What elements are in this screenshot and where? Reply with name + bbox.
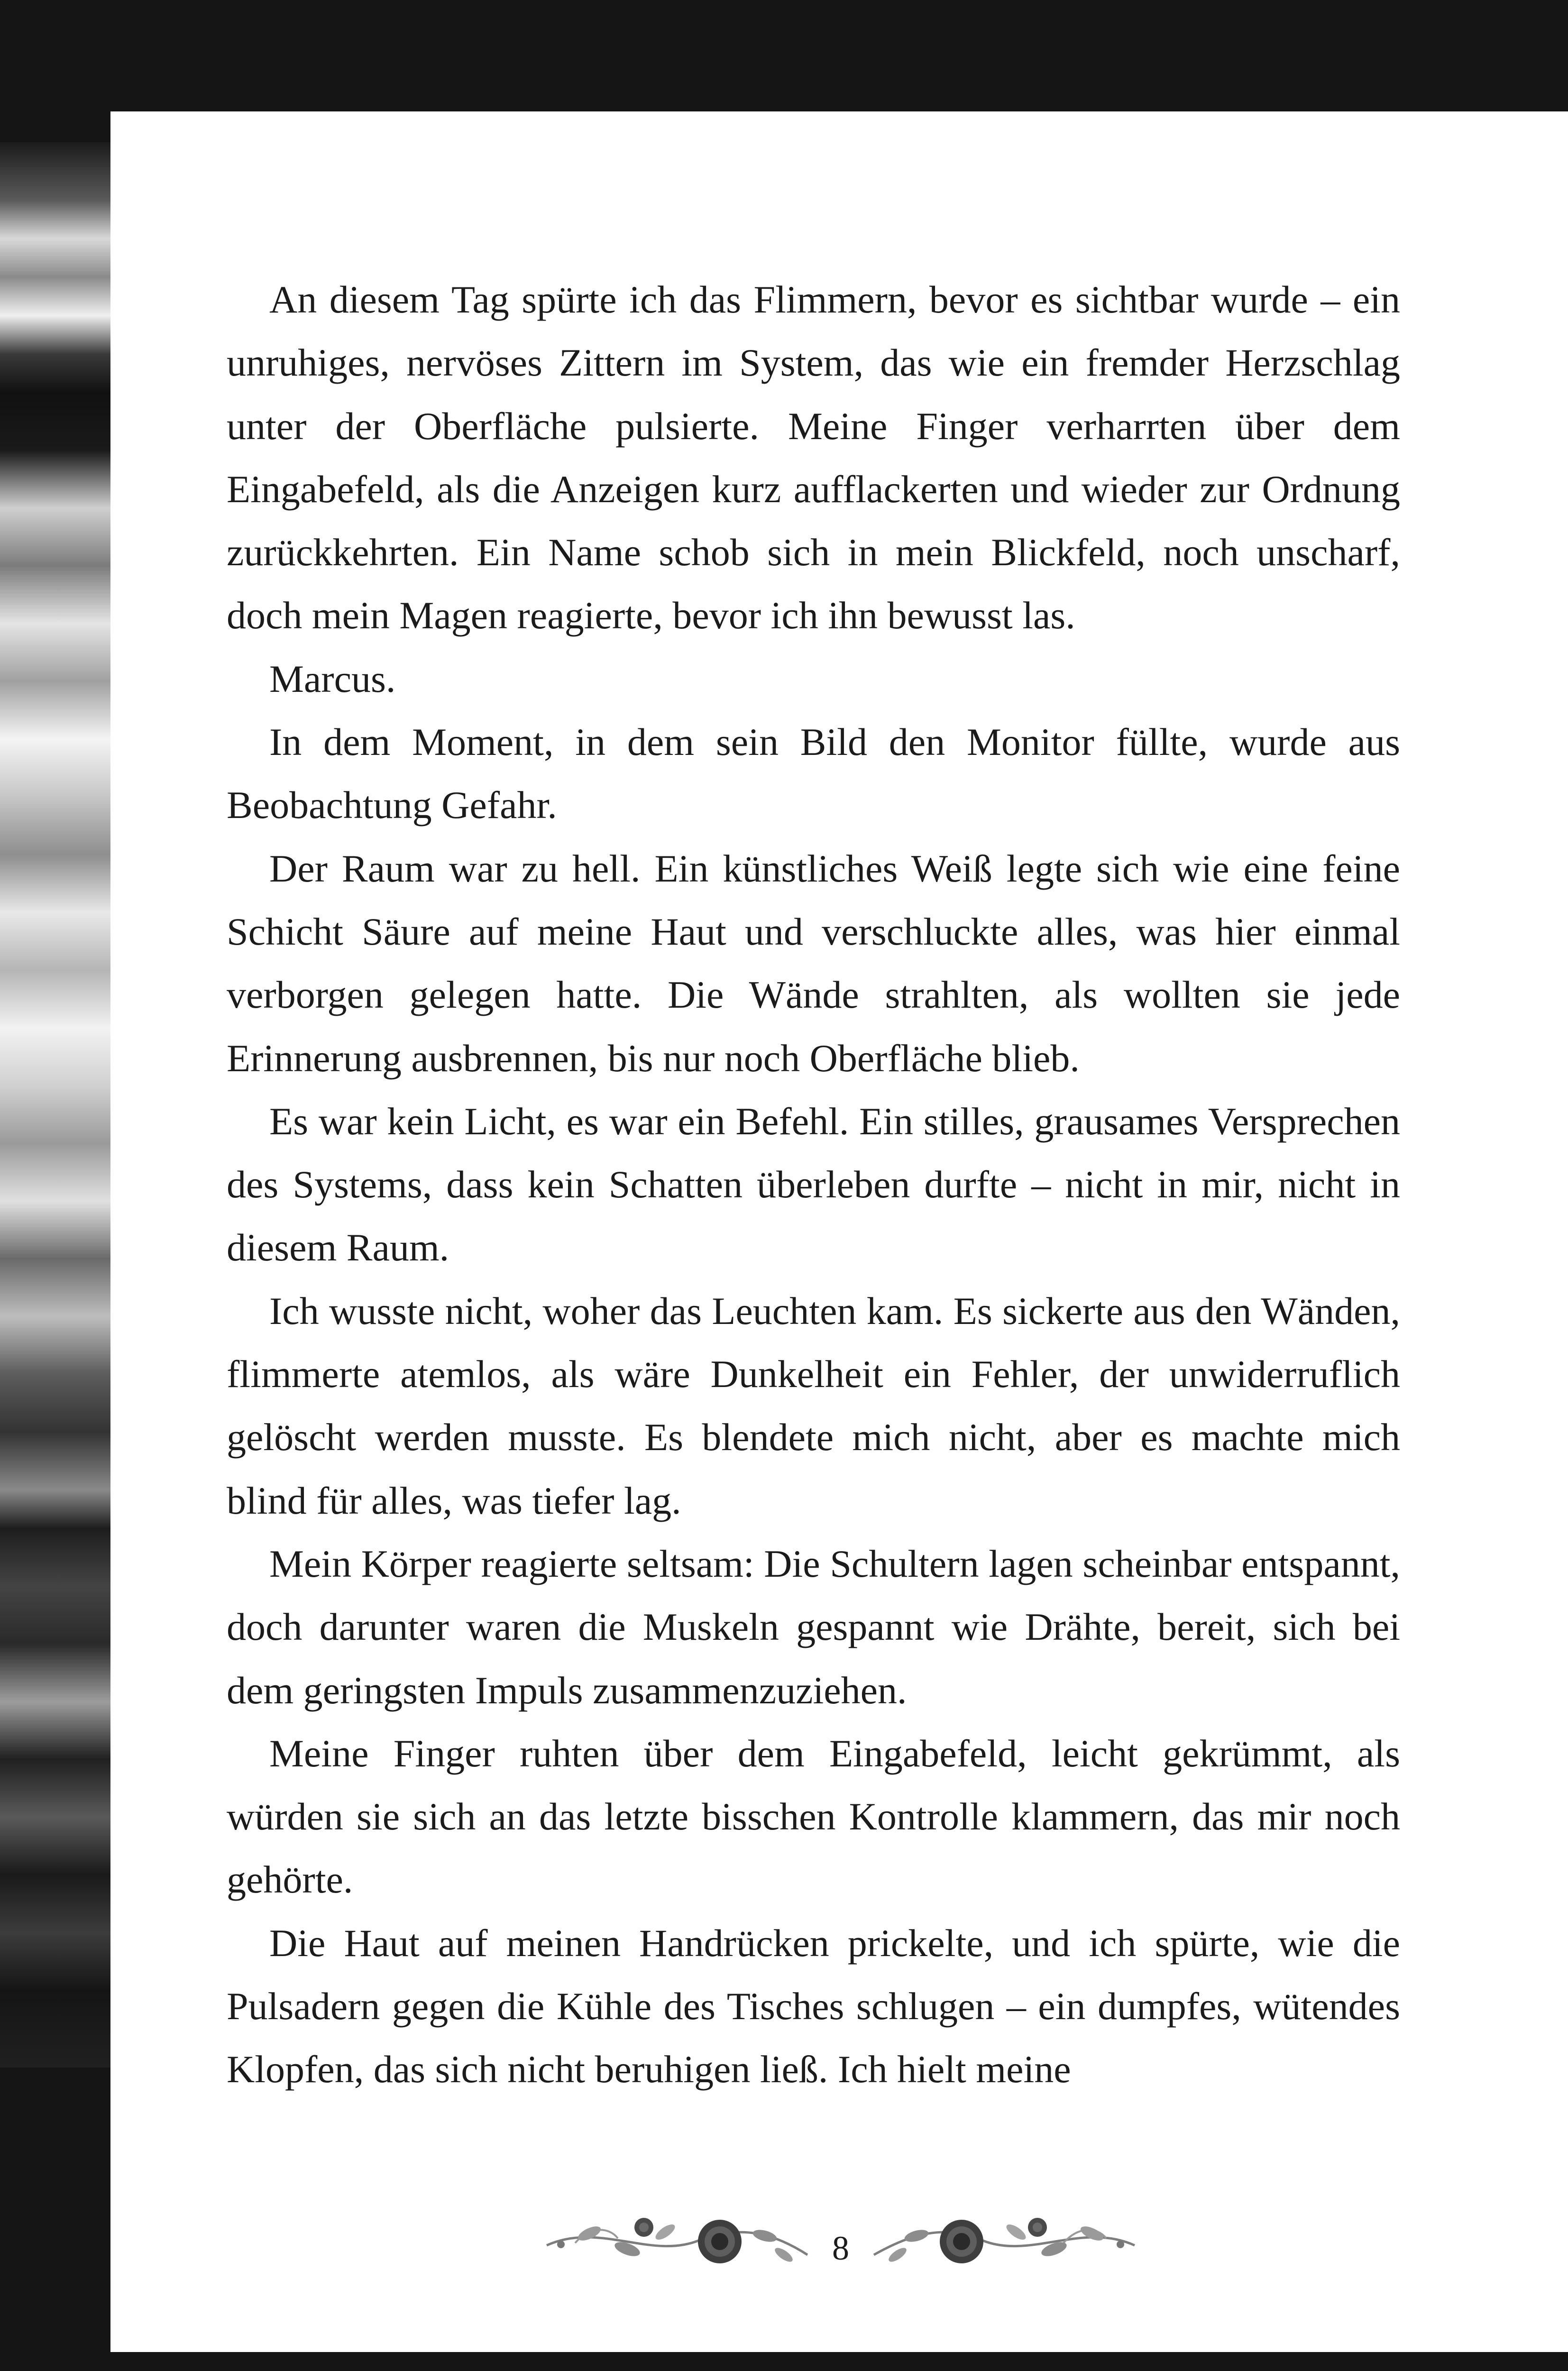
- rose-ornament-left-icon: [518, 2188, 817, 2283]
- book-page: [110, 111, 1568, 2352]
- page-footer: [518, 2181, 1163, 2290]
- page-edge-stripes: [0, 142, 110, 2068]
- body-text: [227, 268, 1400, 2101]
- paragraph: Marcus.: [269, 657, 396, 700]
- paragraph: Mein Körper reagierte seltsam: Die Schultern lagen scheinbar entspannt, doch darunter waren die Muskeln gespannt wie Drähte, bereit, sich bei dem geringsten Impuls zusammenzuziehen.: [227, 1542, 1400, 1712]
- paragraph: Die Haut auf meinen Handrücken prickelte, und ich spürte, wie die Pulsadern gegen die Kühle des Tisches schlugen – ein dumpfes, wütendes Klopfen, das sich nicht beruhigen ließ. Ich hielt meine: [227, 1921, 1400, 2091]
- paragraph: An diesem Tag spürte ich das Flimmern, bevor es sichtbar wurde – ein unruhiges, nervöses Zittern im System, das wie ein fremder Herzschlag unter der Oberfläche pulsierte. Meine Finger verharrten über dem Eingabefeld, als die Anzeigen kurz aufflackerten und wieder zur Ordnung zurückkehrten. Ein Name schob sich in mein Blickfeld, noch unscharf, doch mein Magen reagierte, bevor ich ihn bewusst las.: [227, 278, 1400, 637]
- paragraph: Meine Finger ruhten über dem Eingabefeld, leicht gekrümmt, als würden sie sich an das letzte bisschen Kontrolle klammern, das mir noch gehörte.: [227, 1731, 1400, 1902]
- page-number: 8: [832, 2229, 849, 2267]
- paragraph: Der Raum war zu hell. Ein künstliches Weiß legte sich wie eine feine Schicht Säure auf meine Haut und verschluckte alles, was hier einmal verborgen gelegen hatte. Die Wände strahlten, als wollten sie jede Erinnerung ausbrennen, bis nur noch Oberfläche blieb.: [227, 846, 1400, 1080]
- paragraph: In dem Moment, in dem sein Bild den Monitor füllte, wurde aus Beobachtung Gefahr.: [227, 720, 1400, 827]
- paragraph: Ich wusste nicht, woher das Leuchten kam. Es sickerte aus den Wänden, flimmerte atemlos, als wäre Dunkelheit ein Fehler, der unwiderruflich gelöscht werden musste. Es blendete mich nicht, aber es machte mich blind für alles, was tiefer lag.: [227, 1289, 1400, 1522]
- rose-ornament-right-icon: [864, 2188, 1163, 2283]
- paragraph: Es war kein Licht, es war ein Befehl. Ein stilles, grausames Versprechen des Systems, dass kein Schatten überleben durfte – nicht in mir, nicht in diesem Raum.: [227, 1099, 1400, 1269]
